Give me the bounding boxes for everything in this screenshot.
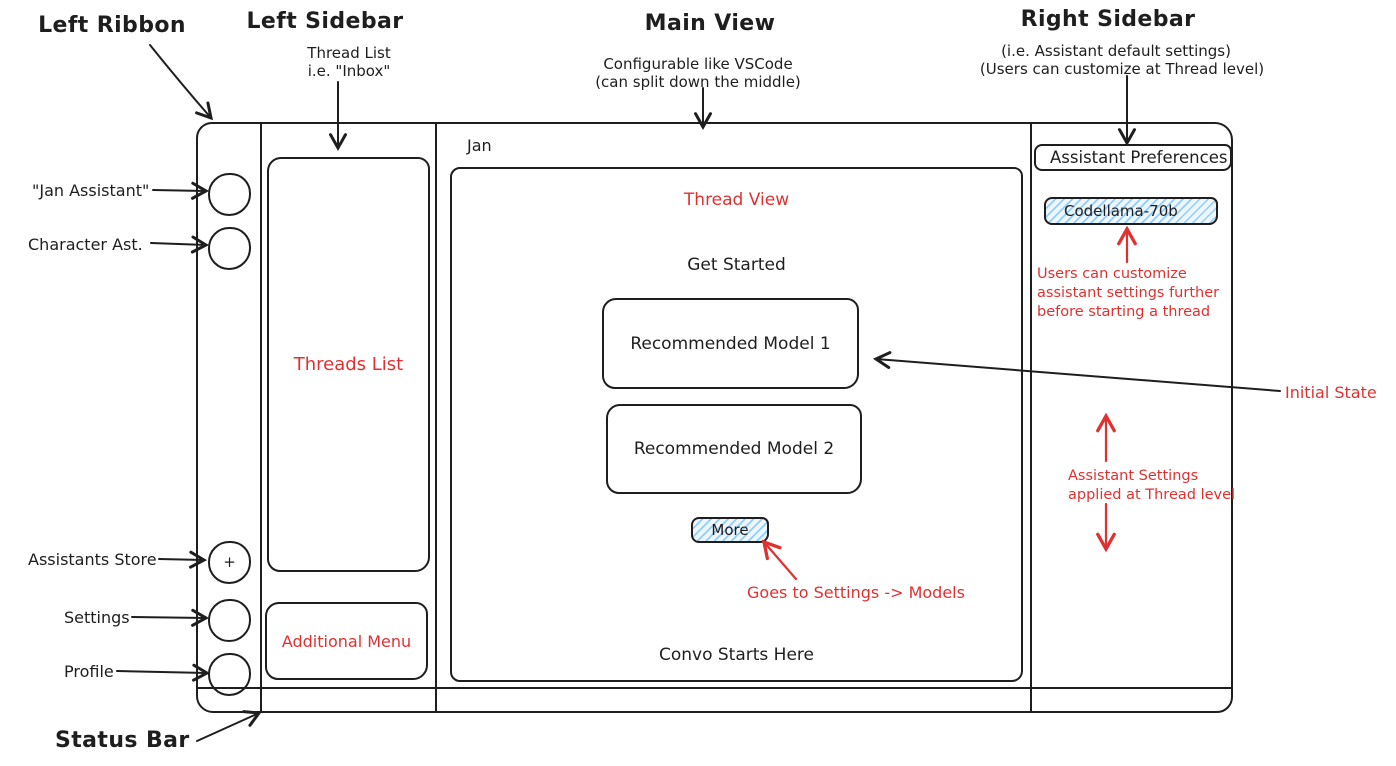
thread-view-panel — [450, 167, 1023, 682]
status-bar-pointer — [197, 713, 259, 741]
right-sidebar — [1032, 124, 1235, 711]
status-bar-annotation: Status Bar — [55, 728, 190, 753]
left-ribbon-arrow — [150, 45, 211, 118]
thread-view-label: Thread View — [683, 190, 790, 210]
customize-note-line-1: Users can customize — [1037, 266, 1187, 282]
left-ribbon — [198, 124, 262, 711]
main-view-title: Jan — [467, 136, 492, 155]
main-view-annotation: Main View — [644, 11, 776, 36]
get-started-label: Get Started — [687, 255, 786, 275]
threads-list-label: Threads List — [293, 354, 404, 375]
profile-pointer — [117, 671, 207, 673]
initial-state-annotation: Initial State — [1285, 383, 1377, 402]
left-sidebar-annotation: Left Sidebar — [246, 9, 404, 34]
settings-annotation: Settings — [64, 608, 130, 627]
customize-note-line-2: assistant settings further — [1037, 285, 1220, 301]
jan-assistant-button[interactable] — [208, 173, 251, 216]
character-assistant-button[interactable] — [208, 227, 251, 270]
right-sidebar-annotation: Right Sidebar — [1020, 7, 1196, 32]
recommended-model-1-label: Recommended Model 1 — [630, 333, 831, 354]
left-sidebar-note-2: i.e. "Inbox" — [307, 62, 391, 80]
main-view — [437, 124, 1032, 711]
left-sidebar-note-1: Thread List — [307, 44, 391, 62]
recommended-model-2-button[interactable] — [606, 404, 862, 494]
assistants-store-annotation: Assistants Store — [28, 550, 157, 569]
app-window — [196, 122, 1236, 713]
thread-level-note-line-1: Assistant Settings — [1068, 468, 1199, 484]
goes-to-settings-annotation: Goes to Settings -> Models — [747, 583, 965, 602]
threads-list-panel — [267, 157, 430, 572]
customize-note-line-3: before starting a thread — [1037, 304, 1211, 320]
recommended-model-1-button[interactable] — [602, 298, 859, 389]
main-view-note-2: (can split down the middle) — [595, 73, 801, 91]
left-sidebar — [262, 124, 437, 711]
plus-icon: + — [223, 553, 236, 571]
assistant-preferences-header — [1034, 144, 1232, 171]
left-ribbon-annotation: Left Ribbon — [38, 13, 186, 38]
convo-starts-here-label: Convo Starts Here — [658, 645, 815, 665]
right-sidebar-note-1: (i.e. Assistant default settings) — [1001, 42, 1231, 60]
status-bar — [198, 687, 1231, 713]
recommended-model-2-label: Recommended Model 2 — [633, 439, 835, 459]
codellama-model-button[interactable] — [1044, 197, 1218, 225]
settings-button[interactable] — [208, 599, 251, 642]
thread-level-note-line-2: applied at Thread level — [1068, 487, 1236, 503]
additional-menu-label: Additional Menu — [281, 631, 412, 651]
settings-pointer — [132, 617, 206, 618]
assistants-store-button[interactable] — [208, 541, 251, 584]
main-view-note-1: Configurable like VSCode — [603, 55, 793, 73]
character-ast-annotation: Character Ast. — [28, 235, 143, 254]
assistant-preferences-label: Assistant Preferences — [1050, 148, 1228, 167]
codellama-model-label: Codellama-70b — [1064, 202, 1178, 220]
more-button[interactable] — [691, 517, 769, 543]
profile-annotation: Profile — [64, 662, 114, 681]
additional-menu-panel[interactable] — [265, 602, 428, 680]
more-button-label: More — [711, 521, 749, 539]
jan-assistant-annotation: "Jan Assistant" — [32, 181, 150, 200]
right-sidebar-note-2: (Users can customize at Thread level) — [979, 60, 1265, 78]
